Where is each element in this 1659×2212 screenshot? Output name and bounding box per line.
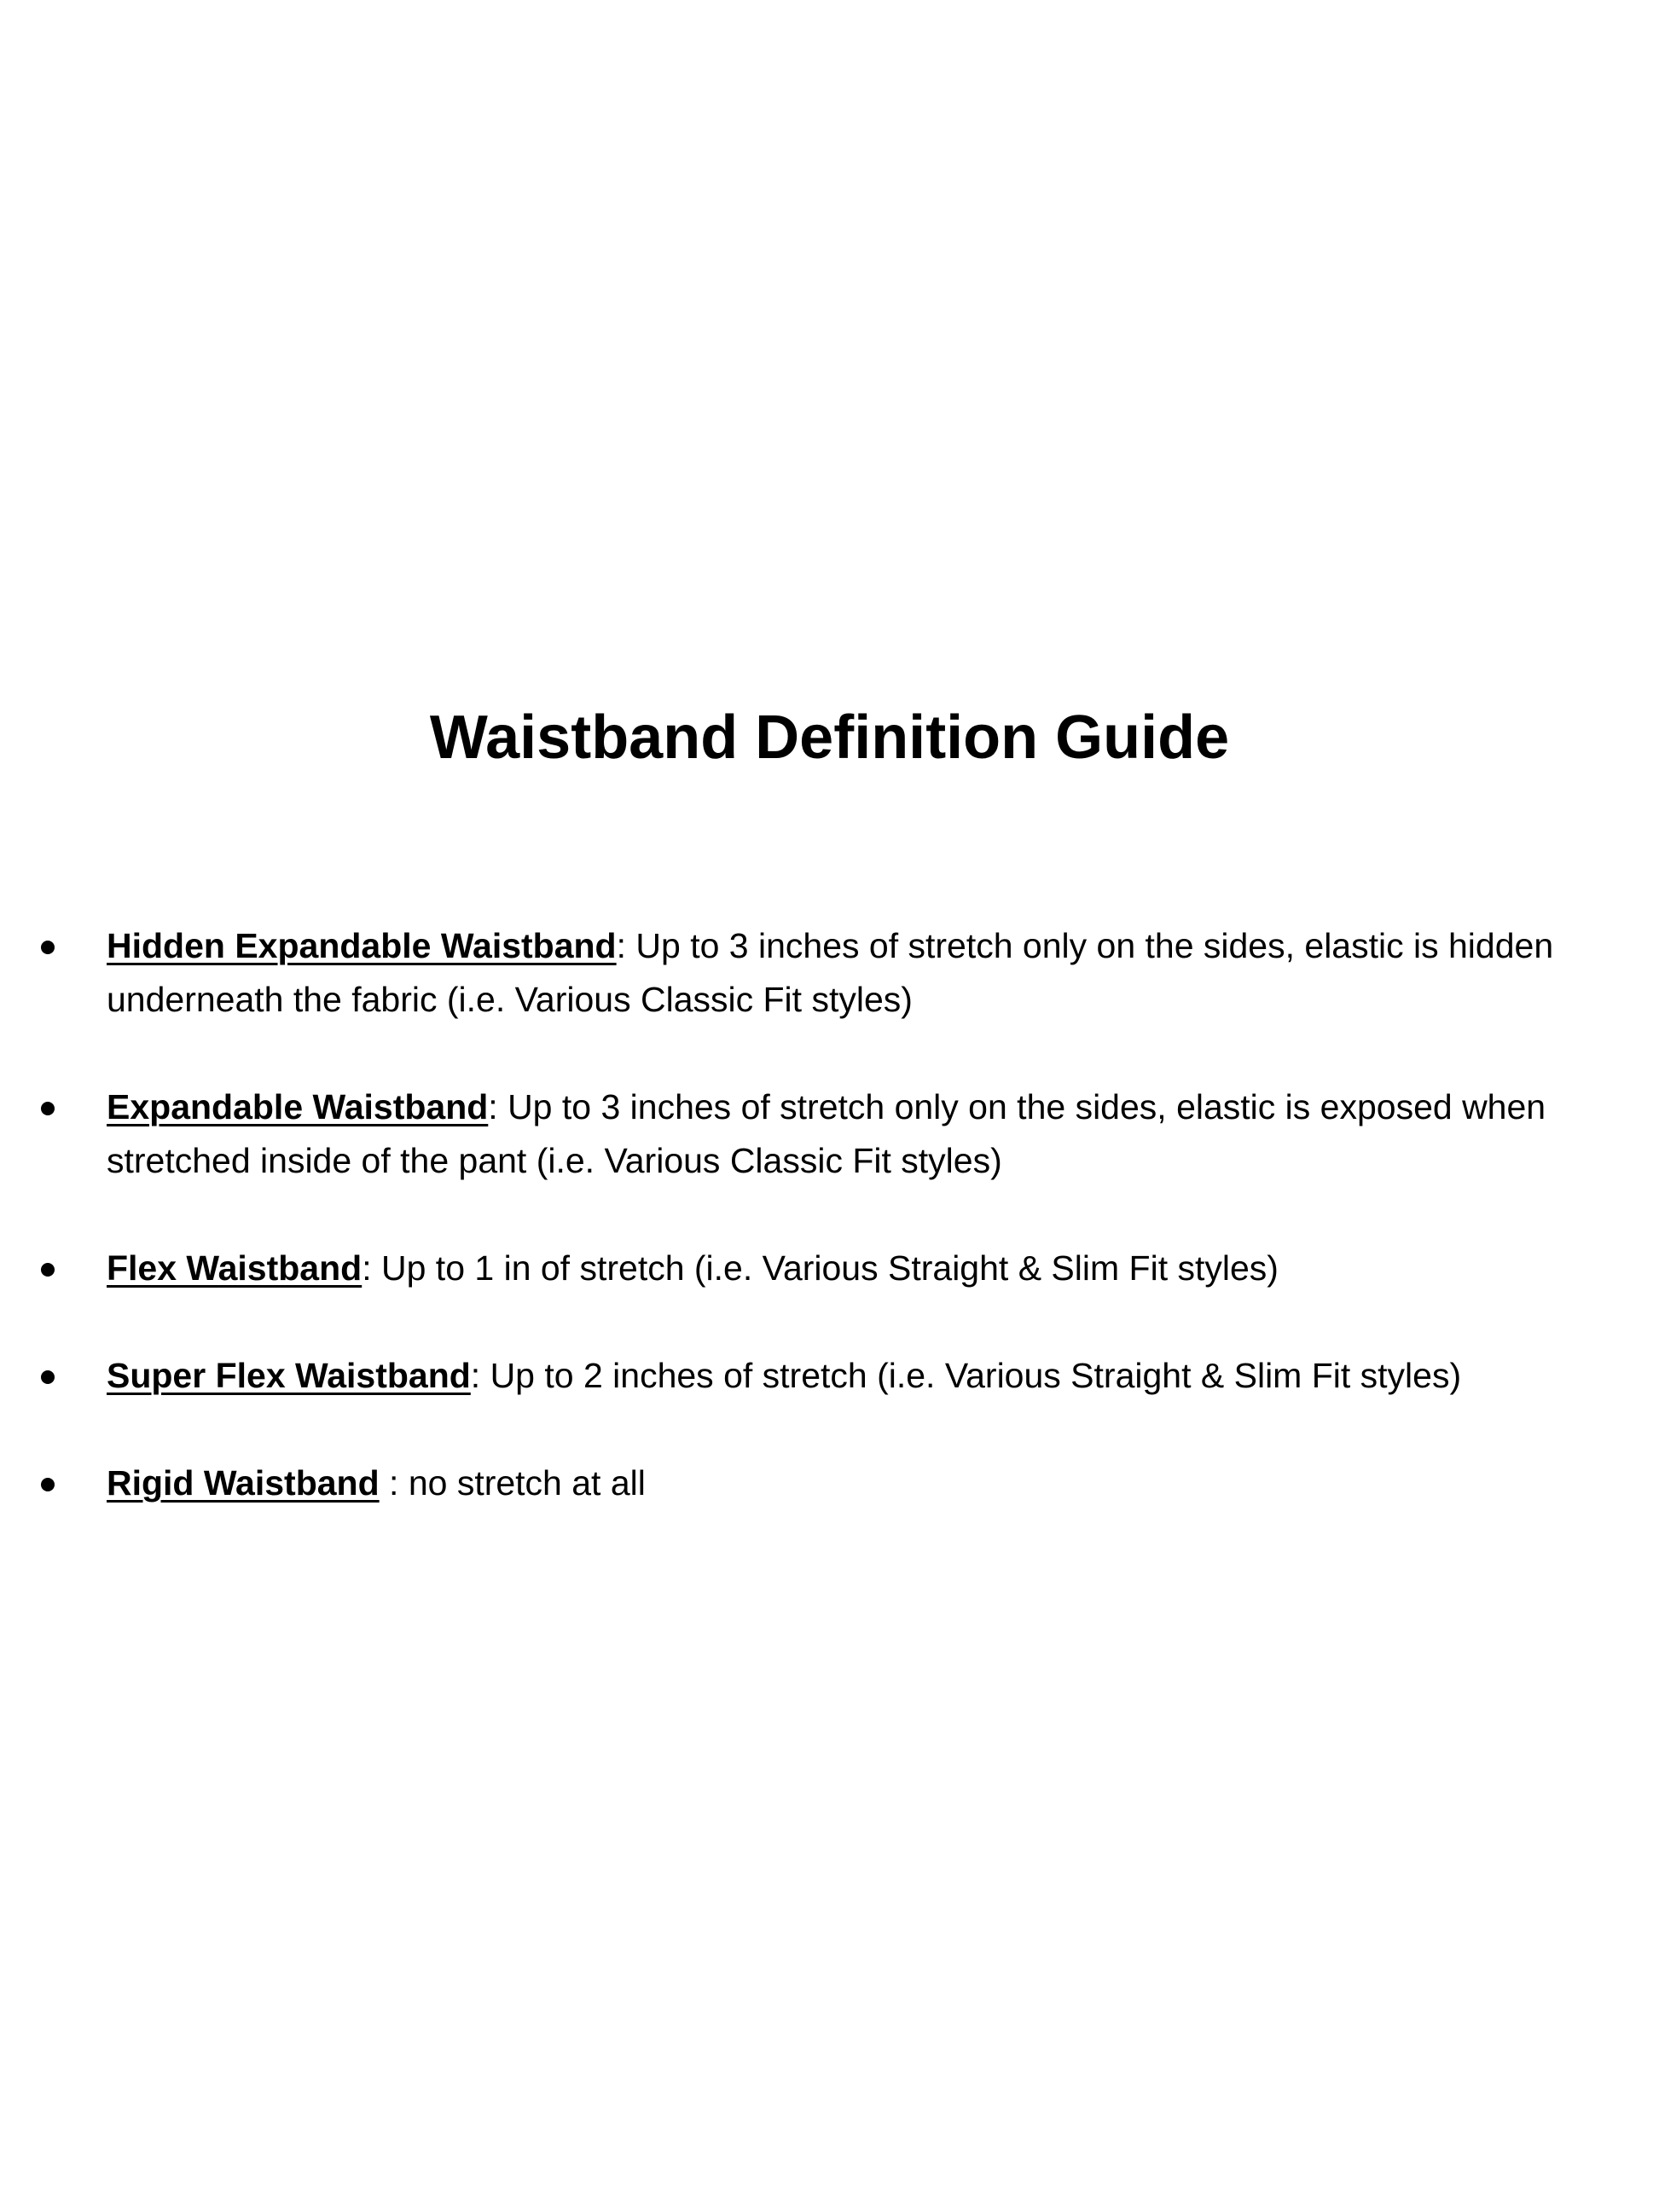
bullet-icon bbox=[41, 1102, 55, 1115]
term-description: Up to 1 in of stretch (i.e. Various Straight & Slim Fit styles) bbox=[381, 1248, 1279, 1288]
term-separator: : bbox=[362, 1248, 381, 1288]
term-description: Up to 3 inches of stretch only on the sides, elastic is exposed when stretched inside of the pant (i.e. Various Classic Fit styles) bbox=[107, 1087, 1546, 1180]
term-label: Hidden Expandable Waistband bbox=[107, 926, 617, 965]
bullet-icon bbox=[41, 1370, 55, 1384]
term-description: Up to 3 inches of stretch only on the sides, elastic is hidden underneath the fabric (i.e. Various Classic Fit styles) bbox=[107, 926, 1554, 1019]
list-item-expandable bbox=[0, 1080, 1659, 1188]
list-item-flex bbox=[0, 1242, 1659, 1295]
page-title: Waistband Definition Guide bbox=[429, 704, 1230, 772]
term-label: Expandable Waistband bbox=[107, 1087, 489, 1126]
term-separator: : bbox=[616, 926, 636, 965]
term-label: Super Flex Waistband bbox=[107, 1356, 471, 1395]
term-description: no stretch at all bbox=[408, 1463, 646, 1503]
bullet-icon bbox=[41, 1478, 55, 1491]
bullet-icon bbox=[41, 941, 55, 954]
term-label: Rigid Waistband bbox=[107, 1463, 380, 1503]
list-item-hidden-expandable bbox=[0, 919, 1659, 1027]
term-description: Up to 2 inches of stretch (i.e. Various Straight & Slim Fit styles) bbox=[490, 1356, 1462, 1395]
bullet-icon bbox=[41, 1263, 55, 1277]
term-separator: : bbox=[470, 1356, 490, 1395]
definition-list bbox=[0, 919, 1659, 1564]
term-separator: : bbox=[488, 1087, 508, 1126]
term-label: Flex Waistband bbox=[107, 1248, 363, 1288]
list-item-rigid bbox=[0, 1456, 1659, 1510]
list-item-super-flex bbox=[0, 1349, 1659, 1403]
term-separator: : bbox=[379, 1463, 409, 1503]
